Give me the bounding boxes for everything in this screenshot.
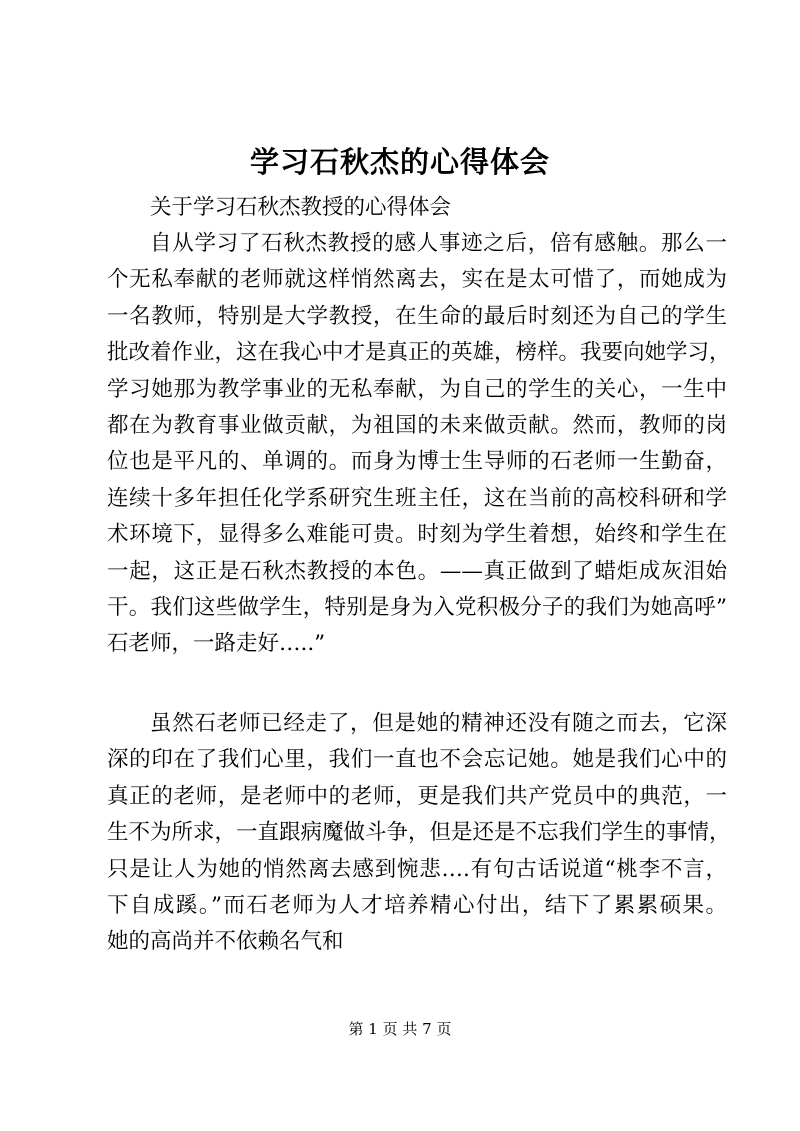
paragraph-line: 位也是平凡的、单调的。而身为博士生导师的石老师一生勤奋， bbox=[107, 449, 727, 475]
paragraph-line: 术环境下，显得多么难能可贵。时刻为学生着想，始终和学生在 bbox=[107, 522, 727, 548]
paragraph-line: 生不为所求，一直跟病魔做斗争，但是还是不忘我们学生的事情， bbox=[107, 820, 731, 846]
paragraph-line: 真正的老师，是老师中的老师，更是我们共产党员中的典范，一 bbox=[107, 783, 727, 809]
paragraph-2 bbox=[107, 706, 731, 961]
paragraph-line: 下自成蹊。”而石老师为人才培养精心付出，结下了累累硕果。 bbox=[107, 893, 727, 919]
paragraph-line: 自从学习了石秋杰教授的感人事迹之后，倍有感触。那么一 bbox=[150, 231, 727, 256]
page-footer: 第 1 页 共 7 页 bbox=[348, 1020, 452, 1038]
paragraph-line: 一名教师，特别是大学教授，在生命的最后时刻还为自己的学生 bbox=[107, 303, 727, 329]
paragraph-line: 一起，这正是石秋杰教授的本色。——真正做到了蜡炬成灰泪始 bbox=[107, 558, 727, 584]
paragraph-line: 她的高尚并不依赖名气和 bbox=[107, 929, 344, 955]
paragraph-line: 学习她那为教学事业的无私奉献，为自己的学生的关心，一生中 bbox=[107, 376, 727, 402]
document-subtitle: 关于学习石秋杰教授的心得体会 bbox=[150, 195, 452, 220]
paragraph-line: 都在为教育事业做贡献，为祖国的未来做贡献。然而，教师的岗 bbox=[107, 413, 727, 439]
paragraph-1 bbox=[107, 226, 731, 663]
paragraph-line: 只是让人为她的悄然离去感到惋悲….有句古话说道“桃李不言， bbox=[107, 856, 727, 882]
paragraph-line: 虽然石老师已经走了，但是她的精神还没有随之而去，它深 bbox=[150, 711, 727, 736]
paragraph-line: 干。我们这些做学生，特别是身为入党积极分子的我们为她高呼” bbox=[107, 595, 727, 621]
document-title: 学习石秋杰的心得体会 bbox=[249, 145, 550, 179]
paragraph-line: 批改着作业，这在我心中才是真正的英雄，榜样。我要向她学习， bbox=[107, 340, 731, 366]
paragraph-line: 石老师，一路走好…..” bbox=[107, 631, 326, 657]
paragraph-line: 个无私奉献的老师就这样悄然离去，实在是太可惜了，而她成为 bbox=[107, 267, 727, 293]
paragraph-line: 连续十多年担任化学系研究生班主任，这在当前的高校科研和学 bbox=[107, 485, 727, 511]
paragraph-line: 深的印在了我们心里，我们一直也不会忘记她。她是我们心中的 bbox=[107, 747, 727, 773]
